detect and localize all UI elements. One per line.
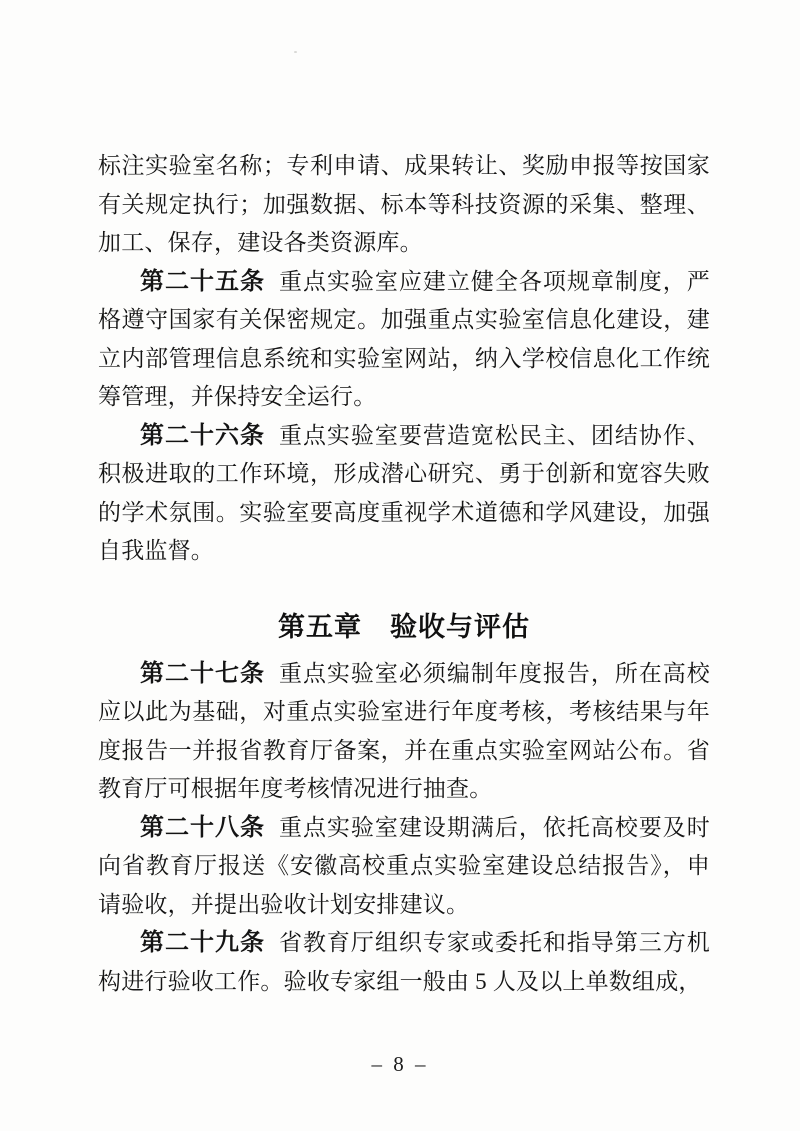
paragraph-text: 重点实验室必须编制年度报告，所在高校应以此为基础，对重点实验室进行年度考核，考核结果与年度报告一并报省教育厅备案，并在重点实验室网站公布。省教育厅可根据年度考核情况进行抽查。 bbox=[98, 660, 710, 801]
paragraph-continuation bbox=[98, 147, 710, 263]
article-28-paragraph bbox=[98, 809, 710, 925]
paragraph-text: 重点实验室应建立健全各项规章制度，严格遵守国家有关保密规定。加强重点实验室信息化建设，建立内部管理信息系统和实验室网站，纳入学校信息化工作统筹管理，并保持安全运行。 bbox=[98, 268, 710, 409]
paragraph-text: 省教育厅组织专家或委托和指导第三方机构进行验收工作。验收专家组一般由 5 人及以上单数组成， bbox=[98, 930, 710, 994]
article-26-paragraph bbox=[98, 417, 710, 571]
article-28-number: 第二十八条 bbox=[140, 813, 265, 841]
article-29-number: 第二十九条 bbox=[140, 929, 265, 956]
scan-artifact-dot bbox=[294, 51, 297, 53]
article-26-number: 第二十六条 bbox=[140, 421, 265, 449]
paragraph-text: 重点实验室要营造宽松民主、团结协作、积极进取的工作环境，形成潜心研究、勇于创新和宽容失败的学术氛围。实验室要高度重视学术道德和学风建设，加强自我监督。 bbox=[98, 422, 710, 563]
article-25-paragraph bbox=[98, 263, 710, 417]
article-27-number: 第二十七条 bbox=[140, 659, 265, 687]
paragraph-text: 标注实验室名称；专利申请、成果转让、奖励申报等按国家有关规定执行；加强数据、标本等科技资源的采集、整理、加工、保存，建设各类资源库。 bbox=[98, 153, 710, 255]
chapter-5-heading: 第五章 验收与评估 bbox=[278, 611, 530, 642]
paragraph-text: 重点实验室建设期满后，依托高校要及时向省教育厅报送《安徽高校重点实验室建设总结报告》，申请验收，并提出验收计划安排建议。 bbox=[98, 814, 710, 917]
article-25-number: 第二十五条 bbox=[140, 267, 265, 295]
document-body bbox=[98, 147, 710, 1001]
article-27-paragraph bbox=[98, 655, 710, 809]
article-29-paragraph bbox=[98, 924, 710, 1001]
page-number: – 8 – bbox=[371, 1052, 429, 1076]
